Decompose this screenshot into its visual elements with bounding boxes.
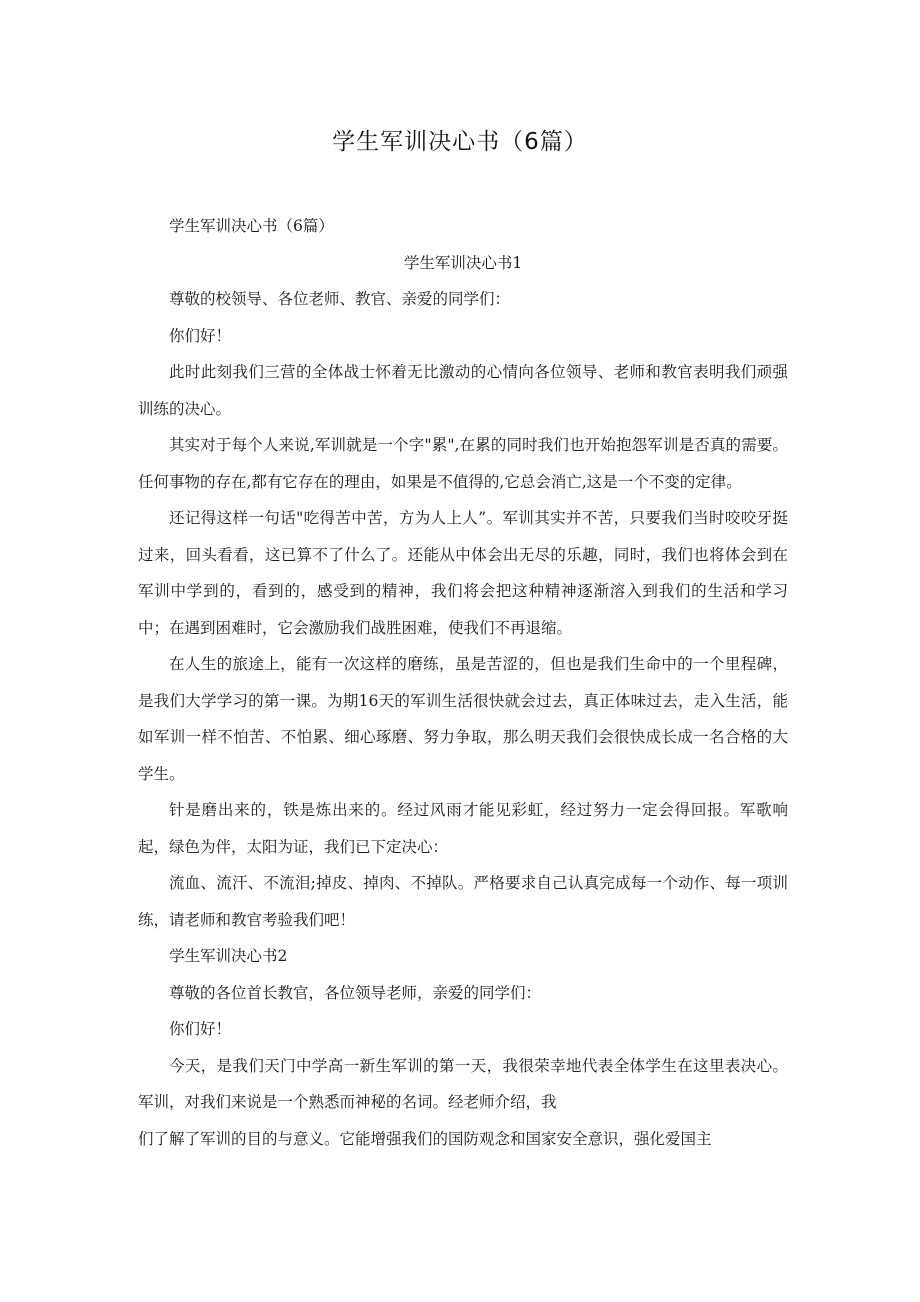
document-title: 学生军训决心书（6篇）: [332, 129, 588, 155]
body-paragraph: 针是磨出来的，铁是炼出来的。经过风雨才能见彩虹，经过努力一定会得回报。军歌响起，绿色为伴，太阳为证，我们已下定决心：: [138, 801, 788, 856]
salutation-paragraph: 尊敬的各位首长教官，各位领导老师，亲爱的同学们：: [169, 983, 542, 1002]
body-paragraph: 在人生的旅途上，能有一次这样的磨练，虽是苦涩的，但也是我们生命中的一个里程碑，是我们大学学习的第一课。为期16天的军训生活很快就会过去，真正体味过去，走入生活，能如军训一样不怕苦、不怕累、细心琢磨、努力争取，那么明天我们会很快成长成一名合格的大学生。: [138, 655, 788, 783]
section-heading-1: 学生军训决心书1: [403, 253, 523, 272]
document-body: [138, 208, 788, 1157]
greeting-paragraph: 你们好！: [169, 326, 232, 345]
body-paragraph: 其实对于每个人来说,军训就是一个字"累",在累的同时我们也开始抱怨军训是否真的需要。任何事物的存在,都有它存在的理由，如果是不值得的,它总会消亡,这是一个不变的定律。: [138, 436, 788, 491]
salutation-paragraph: 尊敬的校领导、各位老师、教官、亲爱的同学们：: [169, 290, 511, 308]
section-heading-2: 学生军训决心书2: [169, 947, 288, 965]
intro-paragraph: 学生军训决心书（6篇）: [169, 217, 334, 235]
body-paragraph-continuation: 们了解了军训的目的与意义。它能增强我们的国防观念和国家安全意识，强化爱国主: [138, 1129, 712, 1148]
body-paragraph: 此时此刻我们三营的全体战士怀着无比激动的心情向各位领导、老师和教官表明我们顽强训练的决心。: [138, 363, 788, 418]
greeting-paragraph: 你们好！: [169, 1020, 232, 1038]
body-paragraph: 流血、流汗、不流泪;掉皮、掉肉、不掉队。严格要求自己认真完成每一个动作、每一项训练，请老师和教官考验我们吧！: [138, 874, 788, 929]
body-paragraph: 还记得这样一句话"吃得苦中苦，方为人上人”。军训其实并不苦，只要我们当时咬咬牙挺过来，回头看看，这已算不了什么了。还能从中体会出无尽的乐趣，同时，我们也将体会到在军训中学到的，看到的，感受到的精神，我们将会把这种精神逐渐溶入到我们的生活和学习中；在遇到困难时，它会激励我们战胜困难，使我们不再退缩。: [138, 509, 788, 637]
body-paragraph: 今天，是我们天门中学高一新生军训的第一天，我很荣幸地代表全体学生在这里表决心。军训，对我们来说是一个熟悉而神秘的名词。经老师介绍，我: [138, 1056, 788, 1111]
